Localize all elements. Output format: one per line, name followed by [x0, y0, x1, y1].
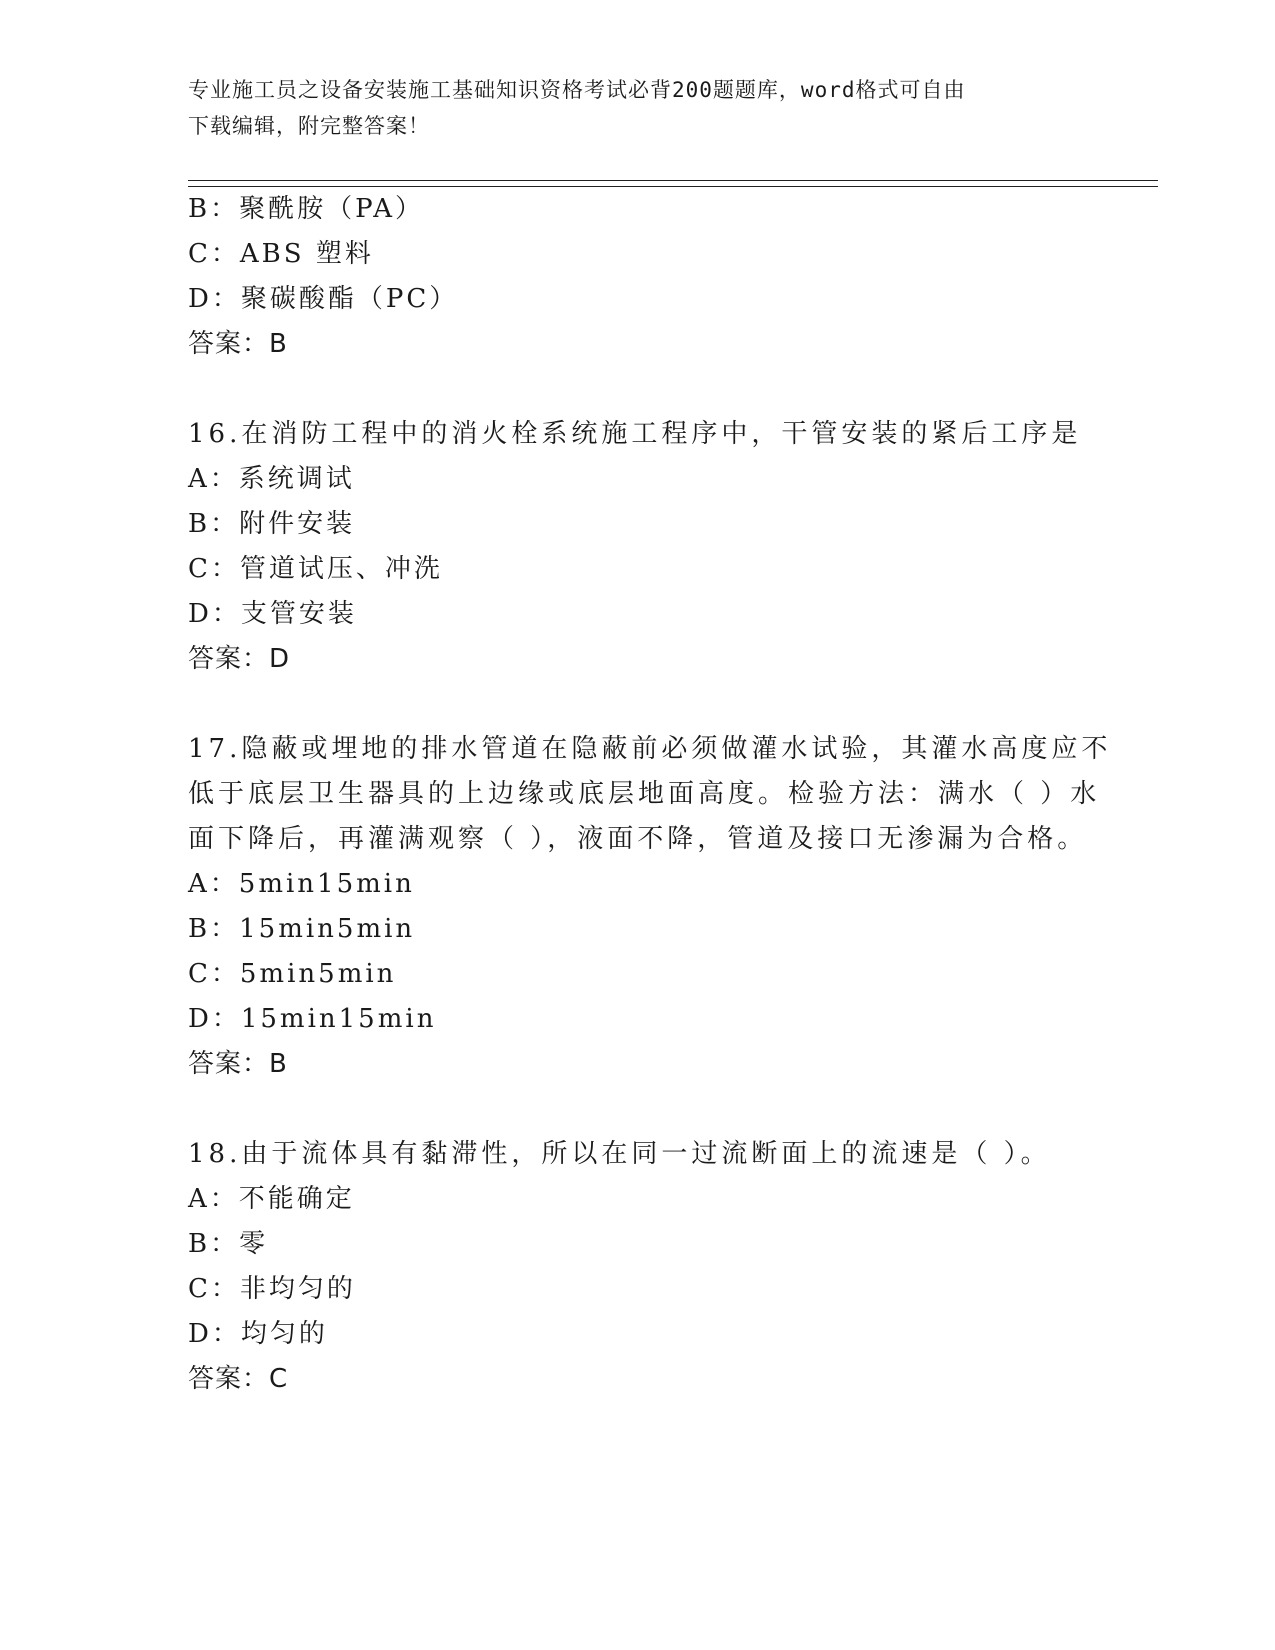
- q18-option-a: A：不能确定: [188, 1184, 355, 1214]
- q15-answer: 答案：B: [188, 329, 288, 359]
- q17-option-b: B：15min5min: [188, 914, 416, 944]
- header-rule-bottom: [188, 186, 1158, 187]
- q17-stem-line-1: 17.隐蔽或埋地的排水管道在隐蔽前必须做灌水试验，其灌水高度应不: [188, 734, 1112, 764]
- header-rule-top: [188, 180, 1158, 181]
- header-line-2: 下载编辑，附完整答案！: [188, 114, 430, 138]
- q18-stem: 18.由于流体具有黏滞性，所以在同一过流断面上的流速是（ ）。: [188, 1139, 1051, 1169]
- q17-stem-line-2: 低于底层卫生器具的上边缘或底层地面高度。检验方法：满水（ ）水: [188, 779, 1101, 809]
- q16-option-b: B：附件安装: [188, 509, 356, 539]
- q15-option-c: C：ABS 塑料: [188, 239, 374, 269]
- header-line-1: 专业施工员之设备安装施工基础知识资格考试必背200题题库，word格式可自由: [188, 78, 966, 102]
- q15-option-d: D：聚碳酸酯（PC）: [188, 284, 459, 314]
- q17-answer: 答案：B: [188, 1049, 288, 1079]
- q18-answer: 答案：C: [188, 1364, 289, 1394]
- q17-option-d: D：15min15min: [188, 1004, 437, 1034]
- q15-option-b: B：聚酰胺（PA）: [188, 194, 424, 224]
- q17-option-c: C：5min5min: [188, 959, 397, 989]
- q16-option-c: C：管道试压、冲洗: [188, 554, 443, 584]
- q18-option-b: B：零: [188, 1229, 269, 1259]
- q18-option-d: D：均匀的: [188, 1319, 328, 1349]
- q16-option-d: D：支管安装: [188, 599, 357, 629]
- q16-stem: 16.在消防工程中的消火栓系统施工程序中，干管安装的紧后工序是: [188, 419, 1082, 449]
- q17-stem-line-3: 面下降后，再灌满观察（ ），液面不降，管道及接口无渗漏为合格。: [188, 824, 1088, 854]
- q16-answer: 答案：D: [188, 644, 291, 674]
- document-header: [188, 72, 1088, 144]
- q16-option-a: A：系统调试: [188, 464, 355, 494]
- q17-option-a: A：5min15min: [188, 869, 415, 899]
- q18-option-c: C：非均匀的: [188, 1274, 356, 1304]
